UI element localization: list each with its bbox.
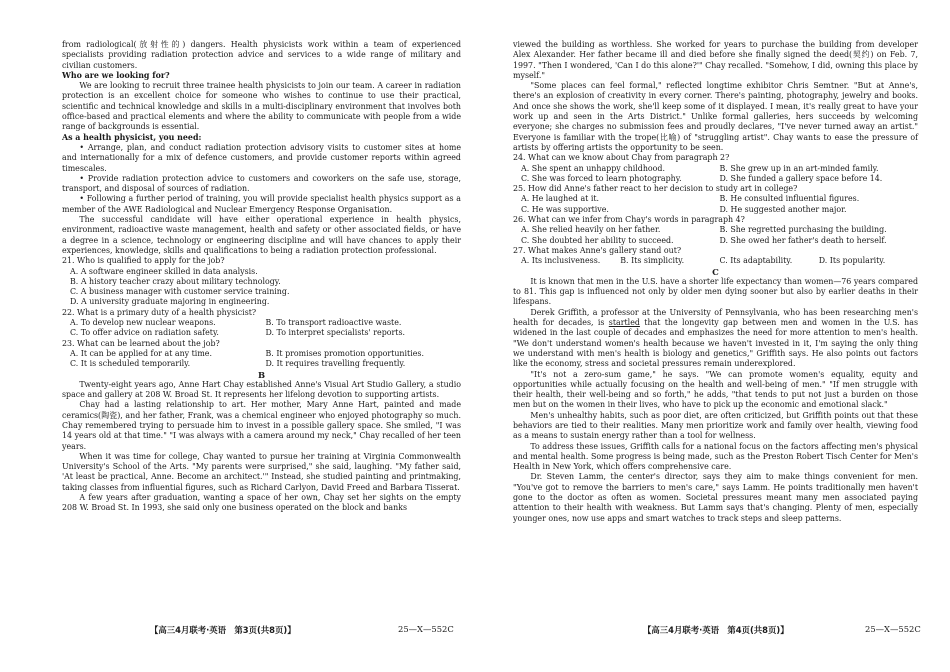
answer-option: D. Its popularity. [818,256,886,266]
paragraph: A few years after graduation, wanting a space of her own, Chay set her sights on the empty 208 W. Broad St. In 1993, she said only one business operated on the block and banks [62,493,461,513]
section-letter-b: B [257,369,266,380]
question-stem: 21. Who is qualified to apply for the job? [62,256,225,266]
right-text-column [513,40,918,524]
bullet-item: • Arrange, plan, and conduct radiation protection advisory visits to customer sites at home and internationally for a mix of defence customers, and provide customer reports within agreed timescales. [62,142,461,173]
answer-option: B. She regretted purchasing the building. [719,225,887,235]
paragraph: To address these issues, Griffith calls for a national focus on the factors affecting men's physical and mental health. Some progress is being made, such as the Preston Robert Tisch Center for Men's Health in New York, which offers comprehensive care. [513,441,918,472]
text-run: that the longevity gap between men and women in the U.S. has widened in the last couple of decades and emphasizes the need for more attention to men's health. "We don't understand women's health because we haven't invested in it, I'm saying the only thing we understand with men's health is biology and genetics," Griffith says. He also points out factors like the economy, stress and societal pressures remain underexplored. [513,318,919,369]
question-stem: 22. What is a primary duty of a health physicist? [62,307,257,317]
section-heading: Who are we looking for? [62,70,170,80]
section-letter-c: C [712,266,719,277]
section-heading: As a health physicist, you need: [62,132,202,142]
answer-option: B. She grew up in an art-minded family. [719,163,879,173]
question-stem: 25. How did Anne's father react to her decision to study art in college? [513,184,798,194]
text-run: Derek Griffith, a professor at the University of Pennsylvania, who has been researching men's health for decades, is [513,307,918,328]
answer-option: B. A history teacher crazy about military technology. [70,276,281,286]
question-stem: 27. What makes Anne's gallery stand out? [513,245,682,255]
paragraph: The successful candidate will have either operational experience in health physics, environment, radioactive waste management, health and safety or other associated fields, or have a degree in a science, technology or engineering discipline and will have chances to apply their experiences, knowledge, skills and qualifications to being a radiation protection professional. [62,215,461,255]
paragraph: Chay had a lasting relationship to art. Her mother, Mary Anne Hart, painted and made ceramics(陶瓷), and her father, Frank, was a chemical engineer who enjoyed photography so much. Chay remembered trying to persuade him to invest in a possible gallery space. She smiled, "I was 14 years old at that time." "I was always with a camera around my neck," Chay recalled of her teen years. [62,400,461,451]
footer-code: 25—X—552C [398,624,454,634]
paragraph: We are looking to recruit three trainee health physicists to join our team. A career in radiation protection is an excellent choice for someone who wishes to continue to use their practical, scientific and technical knowledge and skills in a multi-disciplinary environment that involves both office-based and practical elements and where the ability to communicate with people from a wide range of backgrounds is essential. [62,81,461,132]
paragraph: from radiological(放射性的) dangers. Health physicists work within a team of experienced specialists providing radiation protection advice and services to a wide range of military and civilian customers. [62,40,461,70]
answer-option: A. Its inclusiveness. [521,256,601,266]
answer-option: D. It requires travelling frequently. [265,359,406,369]
answer-option: D. He suggested another major. [719,204,847,214]
paragraph: Twenty-eight years ago, Anne Hart Chay established Anne's Visual Art Studio Gallery, a studio space and gallery at 208 W. Broad St. It represents her lifelong devotion to supporting artists. [62,379,461,400]
answer-option: C. A business manager with customer service training. [70,287,290,297]
answer-option: A. To develop new nuclear weapons. [70,318,216,328]
answer-option: D. To interpret specialists' reports. [265,328,406,338]
page-footer [150,624,454,636]
question-26 [513,215,918,246]
paragraph: It is known that men in the U.S. have a shorter life expectancy than women—76 years compared to 81. This gap is influenced not only by older men dying sooner but also by earlier deaths in their lifespans. [513,276,918,307]
answer-option: A. A software engineer skilled in data analysis. [70,266,258,276]
underlined-word: startled [608,318,640,328]
question-stem: 23. What can be learned about the job? [62,338,220,348]
answer-option: B. Its simplicity. [620,256,685,266]
answer-option: B. He consulted influential figures. [719,194,860,204]
footer-code: 25—X—552C [865,624,921,634]
answer-option: B. It promises promotion opportunities. [265,348,424,358]
right-page [475,0,950,672]
answer-option: C. To offer advice on radiation safety. [70,328,219,338]
paragraph: When it was time for college, Chay wanted to pursue her training at Virginia Commonwealth University's School of the Arts. "My parents were surprised," she said, laughing. "My father said, 'At least be practical, Anne. Become an architect.'" Instead, she studied painting and printmaking, taking classes from influential figures, such as Richard Carlyon, David Freed and Barbara Tisserat. [62,451,461,492]
answer-option: A. He laughed at it. [521,194,600,204]
answer-option: C. He was supportive. [521,204,609,214]
answer-option: D. She owed her father's death to herself. [719,235,887,245]
paragraph: viewed the building as worthless. She worked for years to purchase the building from developer Alex Alexander. Her father became ill and died before she finally signed the deed(契约) on Feb. 7, 1997. "Then I wondered, 'Can I do this alone?'" Chay recalled. "Somehow, I did, owning this place by myself." [513,40,918,80]
answer-option: C. It is scheduled temporarily. [70,359,191,369]
paragraph: Dr. Steven Lamm, the center's director, says they aim to make things convenient for men. "You've got to remove the barriers to men's care," says Lamm. He points traditionally men haven't gone to the doctor as often as women. Societal pressures meant many men associated paying attention to their health with weakness. But Lamm says that's changing. Plenty of men, especially younger ones, now use apps and smart watches to track steps and sleep patterns. [513,472,918,523]
left-text-column [62,40,461,514]
page-footer [643,624,921,636]
footer-title: 【高三4月联考·英语 第3页(共8页)】 [150,625,296,635]
answer-option: B. To transport radioactive waste. [265,318,402,328]
paragraph [513,308,918,370]
answer-option: A. She spent an unhappy childhood. [521,163,665,173]
answer-option: C. Its adaptability. [719,256,793,266]
answer-option: C. She was forced to learn photography. [521,173,682,183]
question-27 [513,246,918,267]
paragraph: Men's unhealthy habits, such as poor diet, are often criticized, but Griffith points out that these behaviors are tied to their realities. Many men prioritize work and family over health, viewing food as a means to sustain energy rather than a tool for wellness. [513,410,918,441]
answer-option: D. She funded a gallery space before 14. [719,173,883,183]
question-24 [513,153,918,184]
paragraph: "It's not a zero-sum game," he says. "We can promote women's equality, equity and opportunities while actually focusing on the health and well-being of men." "If men struggle with their health, their well-being and so forth," he adds, "that tends to put not just a burden on those men but on the women in their lives, who have to pick up the economic and emotional slack." [513,369,918,410]
answer-option: D. A university graduate majoring in engineering. [70,297,270,307]
question-22 [62,308,461,339]
question-stem: 24. What can we know about Chay from paragraph 2? [513,153,730,163]
question-stem: 26. What can we infer from Chay's words in paragraph 4? [513,215,745,225]
answer-option: A. It can be applied for at any time. [70,348,212,358]
question-23 [62,339,461,370]
footer-title: 【高三4月联考·英语 第4页(共8页)】 [643,625,789,635]
bullet-item: • Provide radiation protection advice to customers and coworkers on the safe use, storage, transport, and disposal of sources of radiation. [62,173,461,194]
answer-option: A. She relied heavily on her father. [521,225,661,235]
paragraph: "Some places can feel formal," reflected longtime exhibitor Chris Semtner. "But at Anne's, there's an explosion of creativity in every corner. There's painting, photography, jewelry and books. And once she shows the work, she'll keep some of it displayed. I mean, it's really great to have your work up and seen in the Arts District." Unlike formal galleries, hers succeeds by welcoming everyone; she charges no submission fees and proudly declares, "I've never turned away an artist." Everyone is familiar with the trope(比喻) of "struggling artist". Chay wants to ease the pressure of artists by offering artists the opportunity to be seen. [513,81,918,152]
bullet-item: • Following a further period of training, you will provide specialist health physics support as a member of the AWE Radiological and Nuclear Emergency Response Organisation. [62,194,461,214]
question-25 [513,184,918,215]
answer-option: C. She doubted her ability to succeed. [521,235,674,245]
question-21 [62,256,461,307]
